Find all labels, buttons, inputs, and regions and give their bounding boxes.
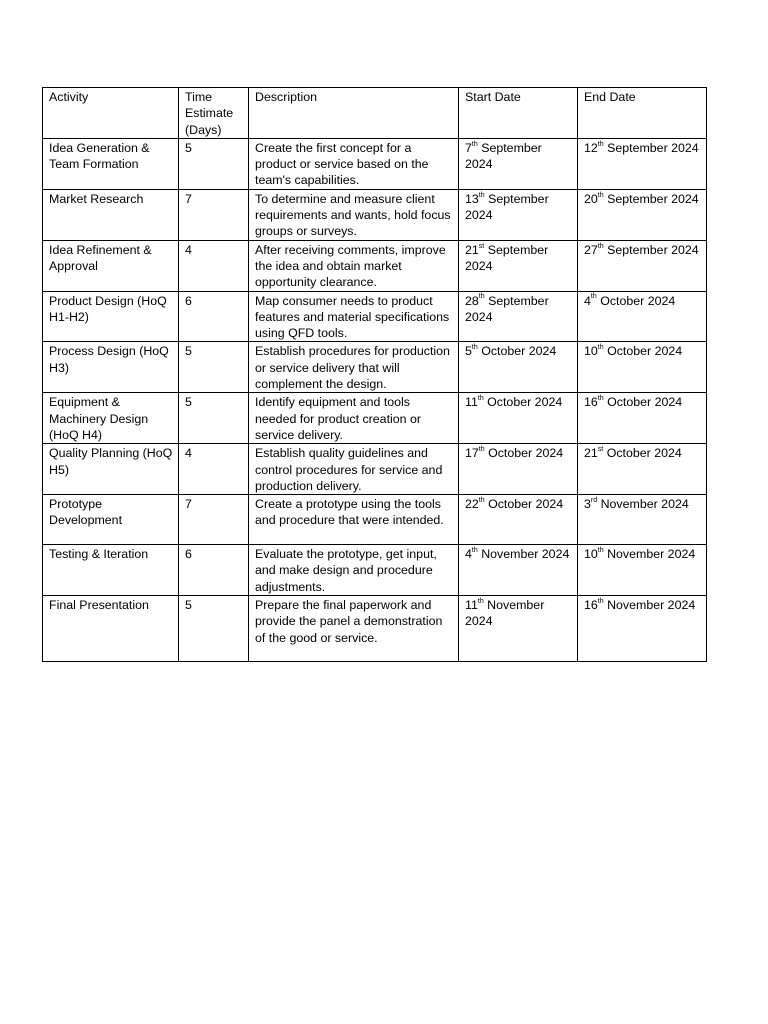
date-month-year: September 2024 [465, 242, 549, 273]
table-row [43, 291, 707, 342]
date-month-year: November 2024 [603, 547, 696, 562]
date-ordinal-suffix: th [471, 547, 478, 554]
cell-activity: Process Design (HoQ H3) [43, 342, 179, 393]
date-day: 10 [584, 547, 598, 562]
table-row [43, 545, 707, 596]
date-ordinal-suffix: th [590, 293, 597, 301]
cell-start-date [459, 240, 578, 291]
cell-activity: Product Design (HoQ H1-H2) [43, 291, 179, 342]
date-ordinal-suffix: th [478, 497, 485, 504]
date-day: 4 [584, 293, 591, 308]
cell-start-date [459, 596, 578, 662]
header-end-date: End Date [578, 88, 707, 139]
table-row [43, 189, 707, 240]
header-description: Description [249, 88, 459, 139]
cell-activity: Testing & Iteration [43, 545, 179, 596]
cell-description: Establish quality guidelines and control procedures for service and production delivery. [249, 444, 459, 495]
project-schedule-table [42, 87, 707, 662]
cell-description: Establish procedures for production or service delivery that will complement the design. [249, 342, 459, 393]
date-day: 27 [584, 242, 598, 257]
date-ordinal-suffix: th [478, 293, 485, 301]
date-ordinal-suffix: th [471, 344, 478, 352]
cell-start-date [459, 393, 578, 444]
cell-start-date [459, 444, 578, 495]
date-ordinal-suffix: th [597, 140, 604, 148]
table-row [43, 596, 707, 662]
cell-description: After receiving comments, improve the idea and obtain market opportunity clearance. [249, 240, 459, 291]
date-day: 21 [465, 242, 479, 257]
cell-description: Identify equipment and tools needed for product creation or service delivery. [249, 393, 459, 444]
cell-activity: Market Research [43, 189, 179, 240]
date-ordinal-suffix: th [597, 597, 604, 605]
date-month-year: October 2024 [484, 446, 564, 461]
cell-start-date [459, 545, 578, 596]
date-day: 11 [465, 598, 478, 613]
date-day: 10 [584, 344, 598, 359]
cell-activity: Idea Generation & Team Formation [43, 138, 179, 189]
date-ordinal-suffix: th [597, 547, 604, 554]
cell-time-estimate: 4 [179, 444, 249, 495]
table-row [43, 495, 707, 545]
date-month-year: September 2024 [603, 191, 699, 206]
cell-end-date [578, 291, 707, 342]
date-day: 3 [584, 497, 591, 512]
date-month-year: October 2024 [477, 344, 557, 359]
date-ordinal-suffix: rd [590, 497, 598, 504]
date-month-year: November 2024 [603, 598, 696, 613]
cell-end-date [578, 240, 707, 291]
cell-activity: Final Presentation [43, 596, 179, 662]
date-ordinal-suffix: th [477, 597, 484, 605]
cell-activity: Equipment & Machinery Design (HoQ H4) [43, 393, 179, 444]
table-row [43, 444, 707, 495]
table-row [43, 393, 707, 444]
date-day: 16 [584, 395, 598, 410]
cell-time-estimate: 7 [179, 189, 249, 240]
date-month-year: September 2024 [603, 242, 699, 257]
cell-end-date [578, 444, 707, 495]
date-month-year: October 2024 [596, 293, 676, 308]
date-day: 11 [465, 395, 478, 410]
cell-description: Create a prototype using the tools and procedure that were intended. [249, 495, 459, 545]
table-row [43, 240, 707, 291]
cell-start-date [459, 138, 578, 189]
header-start-date: Start Date [459, 88, 578, 139]
cell-description: Prepare the final paperwork and provide the panel a demonstration of the good or service. [249, 596, 459, 662]
cell-start-date [459, 291, 578, 342]
cell-time-estimate: 5 [179, 596, 249, 662]
cell-time-estimate: 4 [179, 240, 249, 291]
date-month-year: October 2024 [603, 446, 682, 461]
cell-time-estimate: 5 [179, 342, 249, 393]
cell-activity: Prototype Development [43, 495, 179, 545]
cell-start-date [459, 342, 578, 393]
cell-end-date [578, 596, 707, 662]
cell-time-estimate: 5 [179, 393, 249, 444]
date-month-year: November 2024 [597, 497, 689, 512]
date-month-year: September 2024 [603, 140, 699, 155]
date-day: 22 [465, 497, 479, 512]
date-month-year: September 2024 [465, 293, 549, 324]
date-month-year: October 2024 [603, 395, 683, 410]
date-ordinal-suffix: th [597, 395, 604, 403]
date-day: 5 [465, 344, 472, 359]
table-row [43, 342, 707, 393]
cell-end-date [578, 138, 707, 189]
header-time-estimate: Time Estimate (Days) [179, 88, 249, 139]
date-month-year: November 2024 [477, 547, 570, 562]
date-ordinal-suffix: st [597, 446, 604, 454]
cell-start-date [459, 189, 578, 240]
date-day: 7 [465, 140, 472, 155]
cell-start-date [459, 495, 578, 545]
cell-end-date [578, 393, 707, 444]
cell-description: Evaluate the prototype, get input, and make design and procedure adjustments. [249, 545, 459, 596]
date-month-year: September 2024 [465, 140, 542, 172]
date-ordinal-suffix: th [597, 191, 604, 199]
header-activity: Activity [43, 88, 179, 139]
table-header-row [43, 88, 707, 139]
date-day: 16 [584, 598, 598, 613]
table-row [43, 138, 707, 189]
cell-end-date [578, 495, 707, 545]
date-ordinal-suffix: th [597, 242, 604, 250]
date-month-year: October 2024 [603, 344, 683, 359]
date-day: 28 [465, 293, 479, 308]
date-ordinal-suffix: th [478, 446, 485, 454]
cell-description: To determine and measure client requirements and wants, hold focus groups or surveys. [249, 189, 459, 240]
date-month-year: October 2024 [484, 497, 564, 512]
date-month-year: October 2024 [483, 395, 563, 410]
date-day: 21 [584, 446, 598, 461]
date-day: 13 [465, 191, 479, 206]
cell-end-date [578, 189, 707, 240]
date-ordinal-suffix: st [478, 242, 485, 250]
cell-end-date [578, 342, 707, 393]
date-day: 20 [584, 191, 598, 206]
date-ordinal-suffix: th [471, 140, 478, 148]
cell-time-estimate: 7 [179, 495, 249, 545]
cell-time-estimate: 5 [179, 138, 249, 189]
date-month-year: November 2024 [465, 598, 545, 629]
date-ordinal-suffix: th [477, 395, 484, 403]
cell-time-estimate: 6 [179, 545, 249, 596]
cell-description: Create the first concept for a product or service based on the team's capabilities. [249, 138, 459, 189]
date-day: 17 [465, 446, 479, 461]
date-ordinal-suffix: th [478, 191, 485, 199]
date-day: 12 [584, 140, 598, 155]
date-month-year: September 2024 [465, 191, 549, 223]
cell-activity: Quality Planning (HoQ H5) [43, 444, 179, 495]
cell-description: Map consumer needs to product features and material specifications using QFD tools. [249, 291, 459, 342]
date-ordinal-suffix: th [597, 344, 604, 352]
cell-activity: Idea Refinement & Approval [43, 240, 179, 291]
date-day: 4 [465, 547, 472, 562]
cell-time-estimate: 6 [179, 291, 249, 342]
cell-end-date [578, 545, 707, 596]
